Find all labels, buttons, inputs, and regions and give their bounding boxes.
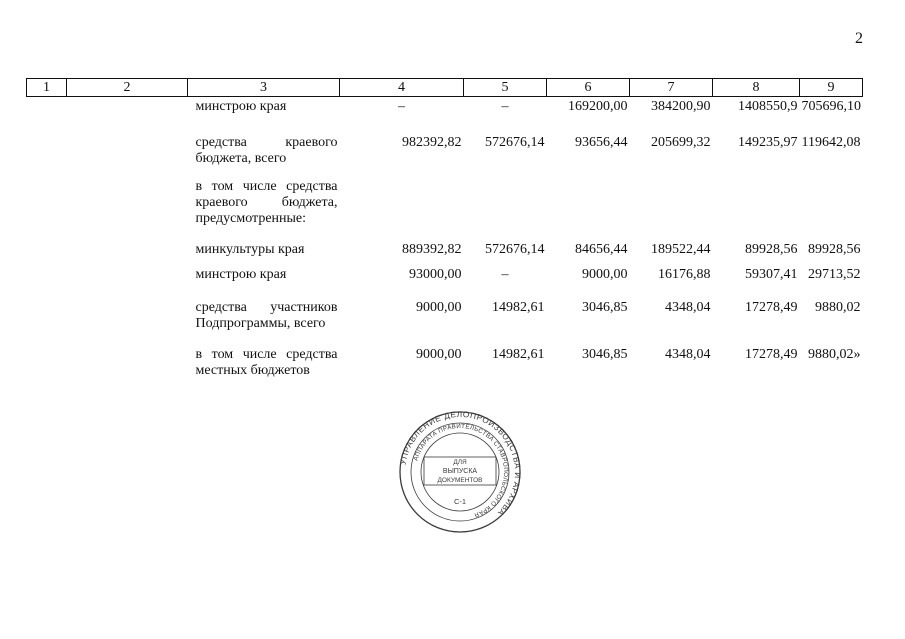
value-col-6: 84656,44 bbox=[575, 242, 628, 257]
cell-col-1 bbox=[27, 241, 67, 266]
value-col-9: 89928,56 bbox=[808, 242, 861, 257]
table-row bbox=[27, 266, 863, 297]
value-col-7: 16176,88 bbox=[658, 267, 711, 282]
value-col-6: 3046,85 bbox=[582, 300, 628, 315]
value-col-8: 59307,41 bbox=[745, 267, 798, 282]
value-col-8: 149235,97 bbox=[738, 135, 798, 150]
value-col-7: 189522,44 bbox=[651, 242, 711, 257]
value-col-5: – bbox=[501, 267, 509, 282]
value-col-7: 4348,04 bbox=[665, 347, 711, 362]
cell-col-1 bbox=[27, 266, 67, 297]
cell-col-1 bbox=[27, 344, 67, 383]
value-col-4: 93000,00 bbox=[409, 267, 462, 282]
value-col-6: 93656,44 bbox=[575, 135, 628, 150]
header-col-5: 5 bbox=[464, 79, 547, 97]
value-col-8: 89928,56 bbox=[745, 242, 798, 257]
value-col-9: 29713,52 bbox=[808, 267, 861, 282]
header-col-6: 6 bbox=[547, 79, 630, 97]
value-col-4 bbox=[340, 179, 464, 241]
row-label: средства краевого бюджета, всего bbox=[195, 135, 338, 166]
value-col-8: 17278,49 bbox=[745, 300, 798, 315]
cell-col-1 bbox=[27, 297, 67, 344]
cell-col-1 bbox=[27, 97, 67, 128]
value-col-9: 9880,02 bbox=[815, 300, 861, 315]
seal-code: С-1 bbox=[453, 497, 467, 506]
table-header bbox=[27, 79, 863, 97]
cell-col-1 bbox=[27, 127, 67, 179]
value-col-8: 17278,49 bbox=[745, 347, 798, 362]
table-row bbox=[27, 179, 863, 241]
header-col-1: 1 bbox=[27, 79, 67, 97]
table-row bbox=[27, 97, 863, 128]
official-seal bbox=[398, 410, 522, 534]
cell-col-1 bbox=[27, 179, 67, 241]
header-col-4: 4 bbox=[340, 79, 464, 97]
cell-col-2 bbox=[67, 127, 188, 179]
value-col-6: 3046,85 bbox=[582, 347, 628, 362]
header-col-2: 2 bbox=[67, 79, 188, 97]
header-col-3: 3 bbox=[188, 79, 340, 97]
seal-center-line-3: ДОКУМЕНТОВ bbox=[437, 477, 483, 484]
cell-col-2 bbox=[67, 179, 188, 241]
seal-center-line-2: ВЫПУСКА bbox=[442, 468, 478, 475]
header-col-7: 7 bbox=[630, 79, 713, 97]
value-col-5: 572676,14 bbox=[485, 242, 545, 257]
value-col-8 bbox=[713, 179, 800, 241]
row-label: средства участников Подпрограммы, всего bbox=[195, 300, 338, 331]
cell-col-2 bbox=[67, 241, 188, 266]
value-col-4: 9000,00 bbox=[416, 300, 462, 315]
seal-center-line-1: ДЛЯ bbox=[453, 459, 467, 466]
row-label: минстрою края bbox=[195, 267, 287, 282]
value-col-6: 169200,00 bbox=[568, 99, 628, 114]
value-col-4: 889392,82 bbox=[402, 242, 462, 257]
value-col-4: 982392,82 bbox=[402, 135, 462, 150]
row-label: минкультуры края bbox=[195, 242, 305, 257]
cell-col-2 bbox=[67, 266, 188, 297]
value-col-5: – bbox=[501, 99, 509, 114]
financing-table bbox=[26, 78, 863, 383]
value-col-9: 705696,10 bbox=[801, 99, 861, 114]
value-col-4: – bbox=[398, 99, 405, 114]
cell-col-2 bbox=[67, 344, 188, 383]
value-col-6 bbox=[547, 179, 630, 241]
value-col-9: 9880,02» bbox=[808, 347, 861, 362]
value-col-5: 572676,14 bbox=[485, 135, 545, 150]
cell-col-2 bbox=[67, 97, 188, 128]
table-row bbox=[27, 344, 863, 383]
header-col-9: 9 bbox=[800, 79, 863, 97]
value-col-5 bbox=[464, 179, 547, 241]
header-row bbox=[27, 79, 863, 97]
value-col-6: 9000,00 bbox=[582, 267, 628, 282]
page-number: 2 bbox=[855, 30, 863, 47]
table-row bbox=[27, 127, 863, 179]
row-label: в том числе средства краевого бюджета, предусмотренные: bbox=[195, 179, 338, 226]
value-col-5: 14982,61 bbox=[492, 347, 545, 362]
table-body bbox=[27, 97, 863, 384]
seal-inner-textpath: АППАРАТА ПРАВИТЕЛЬСТВА СТАВРОПОЛЬСКОГО КРАЯ bbox=[412, 422, 510, 519]
value-col-5: 14982,61 bbox=[492, 300, 545, 315]
value-col-9: 119642,08 bbox=[801, 135, 861, 150]
header-col-8: 8 bbox=[713, 79, 800, 97]
row-label: минстрою края bbox=[195, 99, 287, 114]
value-col-9 bbox=[800, 179, 863, 241]
value-col-7 bbox=[630, 179, 713, 241]
seal-outer-textpath: УПРАВЛЕНИЕ ДЕЛОПРОИЗВОДСТВА И АРХИВА bbox=[398, 410, 522, 518]
cell-col-2 bbox=[67, 297, 188, 344]
table-row bbox=[27, 241, 863, 266]
value-col-8: 1408550,9 bbox=[738, 99, 798, 114]
value-col-7: 384200,90 bbox=[651, 99, 711, 114]
value-col-4: 9000,00 bbox=[416, 347, 462, 362]
row-label: в том числе средства местных бюджетов bbox=[195, 347, 338, 378]
value-col-7: 205699,32 bbox=[651, 135, 711, 150]
table-row bbox=[27, 297, 863, 344]
value-col-7: 4348,04 bbox=[665, 300, 711, 315]
